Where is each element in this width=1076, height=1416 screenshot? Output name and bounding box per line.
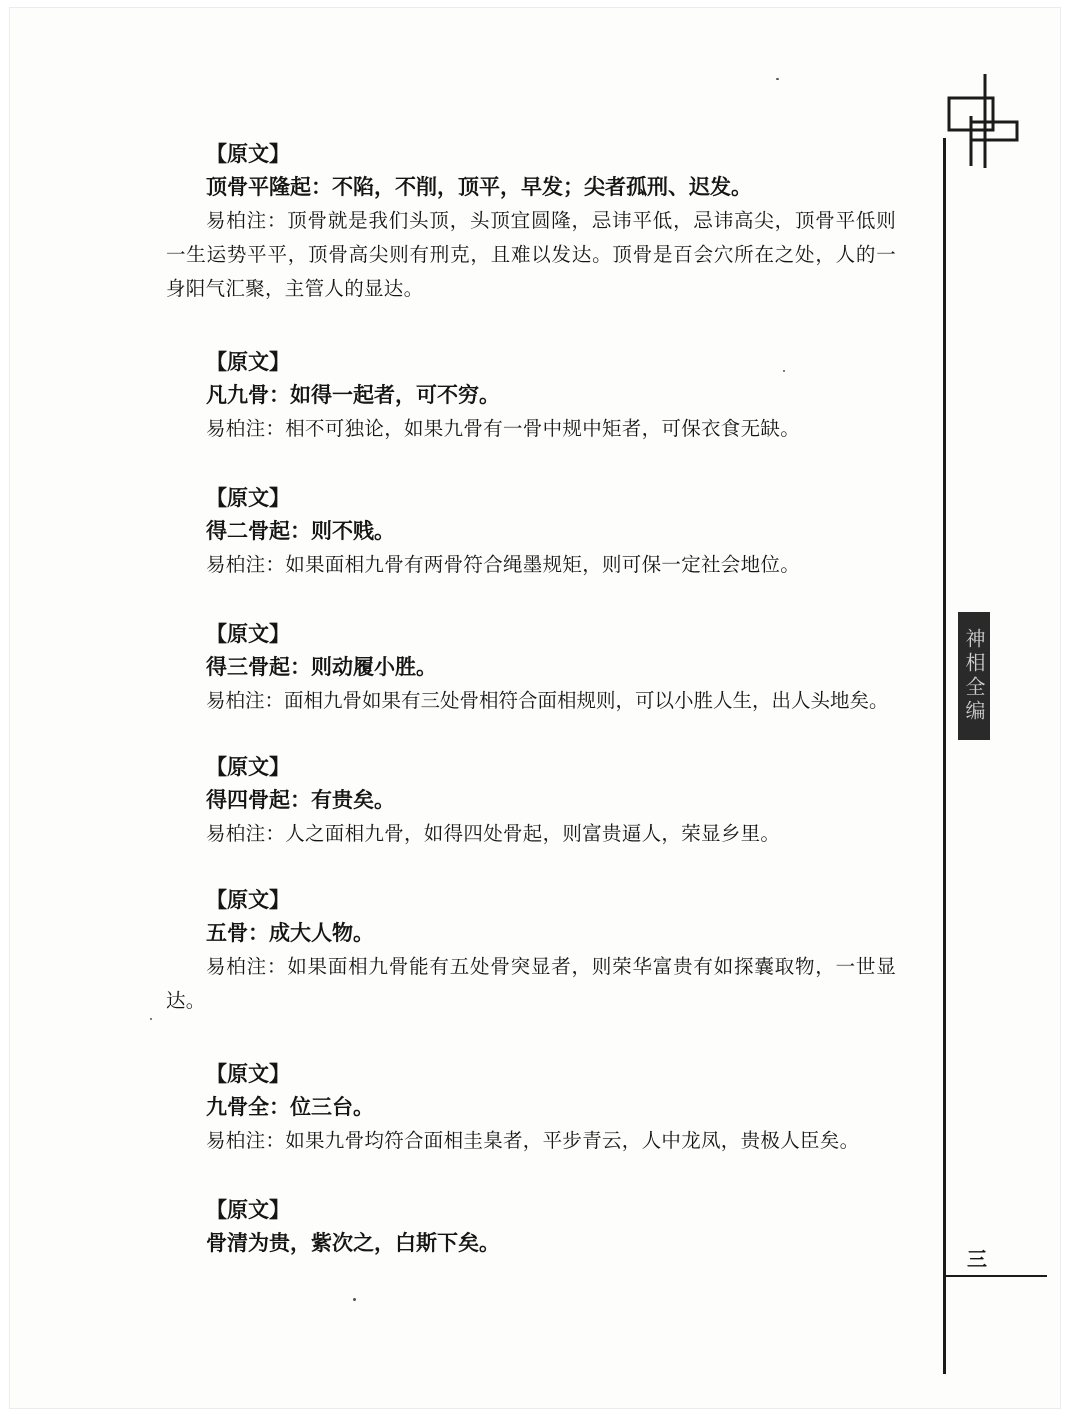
commentary-text: 易柏注：如果九骨均符合面相圭臬者，平步青云，人中龙凤，贵极人臣矣。 [206, 1129, 860, 1152]
entry-7 [166, 1058, 896, 1158]
spacer [166, 582, 896, 618]
entry-2 [166, 346, 896, 446]
commentary-text: 易柏注：如果面相九骨能有五处骨突显者，则荣华富贵有如探囊取物，一世显达。 [166, 955, 896, 1012]
yuanwen-marker: 【原文】 [206, 754, 290, 779]
entry-6 [166, 884, 896, 1018]
page-content [166, 138, 896, 1260]
scan-speck [150, 1018, 152, 1020]
yuanwen-marker: 【原文】 [206, 1197, 290, 1222]
spacer [166, 718, 896, 751]
commentary-text: 易柏注：顶骨就是我们头顶，头顶宜圆隆，忌讳平低，忌讳高尖，顶骨平低则一生运势平平，顶骨高尖则有刑克，且难以发达。顶骨是百会穴所在之处，人的一身阳气汇聚，主管人的显达。 [166, 209, 896, 300]
entry-4 [166, 618, 896, 718]
entry-5 [166, 751, 896, 851]
frame-vertical-line [943, 138, 946, 1374]
yuanwen-marker: 【原文】 [206, 349, 290, 374]
entry-8 [166, 1194, 896, 1260]
yuanwen-marker: 【原文】 [206, 1061, 290, 1086]
spacer [166, 1018, 896, 1058]
yuanwen-marker: 【原文】 [206, 141, 290, 166]
side-tab-label: 神相全编 [958, 612, 990, 740]
commentary-text: 易柏注：相不可独论，如果九骨有一骨中规中矩者，可保衣食无缺。 [206, 417, 801, 440]
original-text: 骨清为贵，紫次之，白斯下矣。 [206, 1231, 500, 1255]
commentary-text: 易柏注：面相九骨如果有三处骨相符合面相规则，可以小胜人生，出人头地矣。 [206, 689, 889, 712]
scan-speck [783, 370, 785, 372]
yuanwen-marker: 【原文】 [206, 621, 290, 646]
spacer [166, 306, 896, 346]
yuanwen-marker: 【原文】 [206, 887, 290, 912]
scan-speck [353, 1298, 356, 1301]
original-text: 得四骨起：有贵矣。 [206, 788, 395, 812]
spacer [166, 446, 896, 482]
scan-speck [776, 78, 779, 80]
original-text: 得三骨起：则动履小胜。 [206, 655, 437, 679]
decorative-knot-icon [945, 74, 1025, 170]
commentary-text: 易柏注：如果面相九骨有两骨符合绳墨规矩，则可保一定社会地位。 [206, 553, 801, 576]
yuanwen-marker: 【原文】 [206, 485, 290, 510]
original-text: 得二骨起：则不贱。 [206, 519, 395, 543]
page-number: 三 [967, 1247, 987, 1271]
original-text: 九骨全：位三台。 [206, 1095, 374, 1119]
entry-1 [166, 138, 896, 306]
original-text: 凡九骨：如得一起者，可不穷。 [206, 383, 500, 407]
spacer [166, 1158, 896, 1194]
original-text: 顶骨平隆起：不陷，不削，顶平，早发；尖者孤刑、迟发。 [206, 175, 752, 199]
commentary-text: 易柏注：人之面相九骨，如得四处骨起，则富贵逼人，荣显乡里。 [206, 822, 781, 845]
entry-3 [166, 482, 896, 582]
original-text: 五骨：成大人物。 [206, 921, 374, 945]
frame-bottom-line [943, 1275, 1047, 1277]
spacer [166, 851, 896, 884]
